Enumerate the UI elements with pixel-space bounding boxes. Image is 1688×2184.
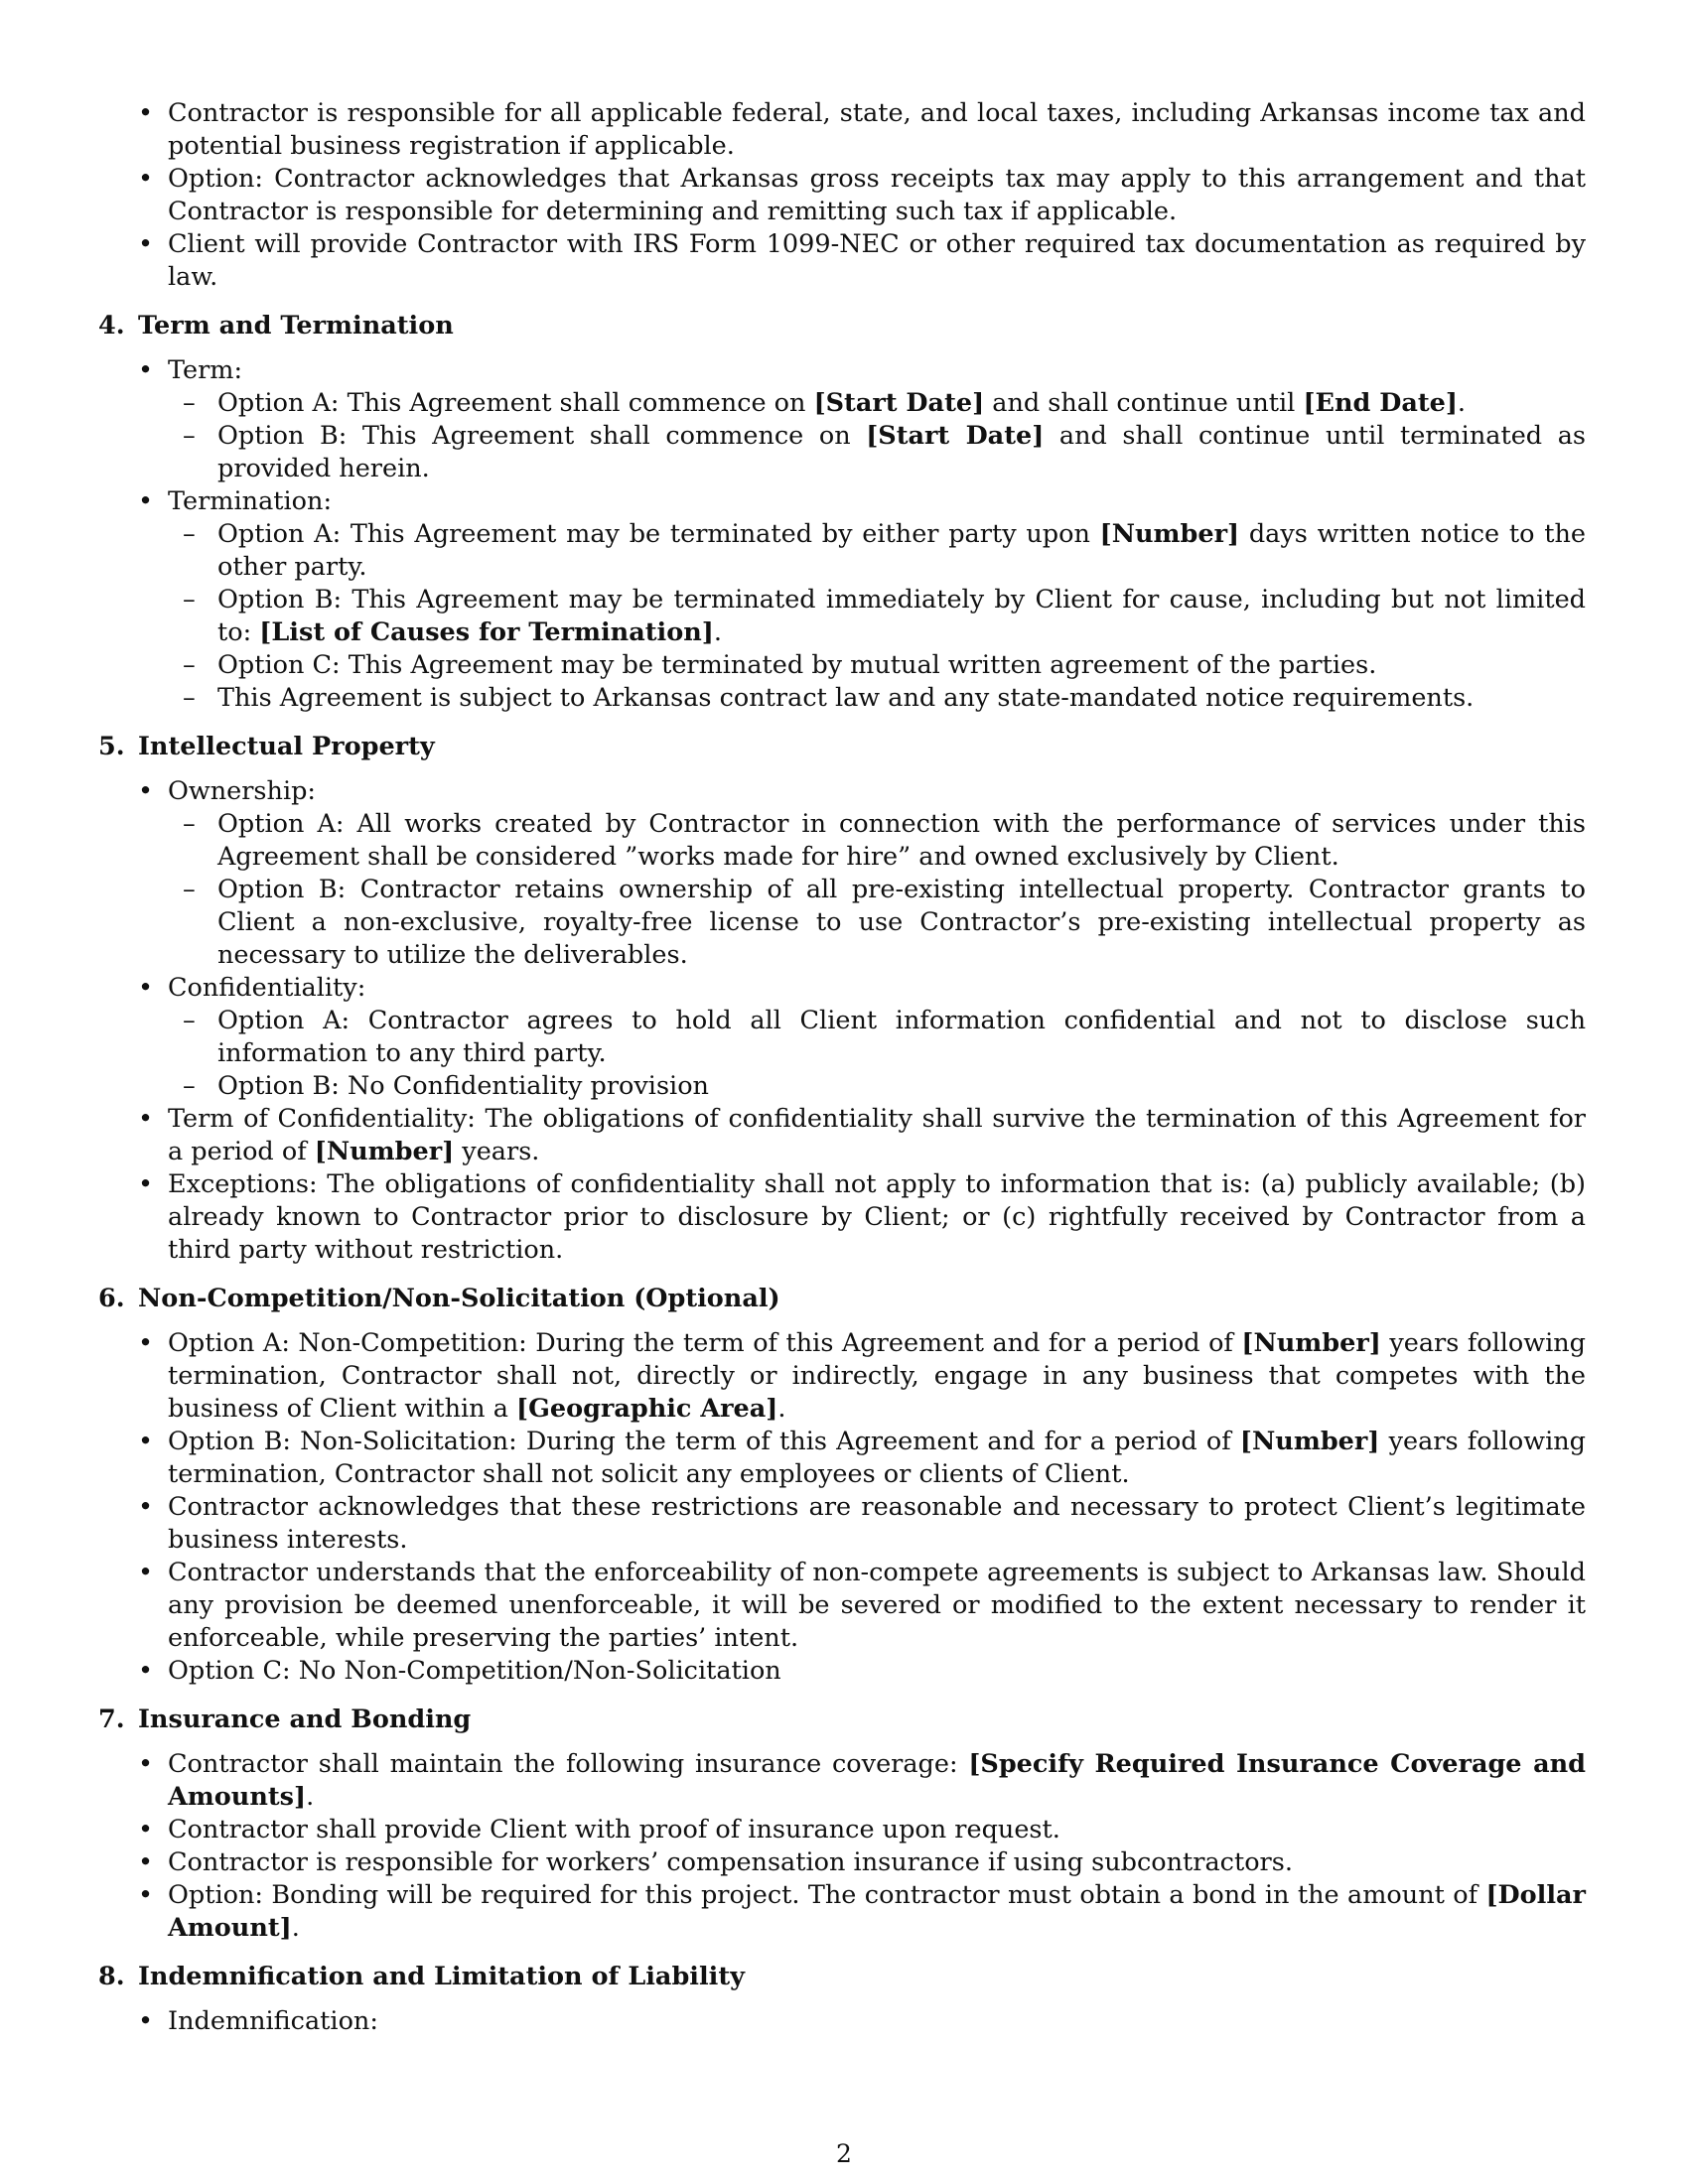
ownership-options — [168, 808, 1586, 972]
list-item: • Indemnification: — [98, 2005, 1586, 2038]
item-label: Termination: — [168, 486, 333, 516]
sub-item: – Option B: Contractor retains ownership of all pre-existing intellectual property. Contractor grants to Client a non-exclusive, royalty-free license to use Contractor’s pre-existing intellectual property as necessary to utilize the deliverables. — [158, 874, 1586, 972]
placeholder-field: [Start Date] — [866, 421, 1045, 451]
section-title: Non-Competition/Non-Solicitation (Optional) — [138, 1284, 780, 1313]
text-run: . — [306, 1782, 315, 1812]
sub-item: – Option A: All works created by Contractor in connection with the performance of services under this Agreement shall be considered ”works made for hire” and owned exclusively by Client. — [158, 808, 1586, 874]
text-run: . — [777, 1394, 786, 1424]
indemnification-list — [98, 2005, 1586, 2038]
list-item: • Contractor acknowledges that these restrictions are reasonable and necessary to protect Client’s legitimate business interests. — [98, 1491, 1586, 1557]
list-item-ownership — [98, 775, 1586, 972]
list-item-termination — [98, 485, 1586, 715]
section-number: 8. — [98, 1962, 125, 1991]
sub-item — [158, 420, 1586, 485]
list-item: • Contractor shall provide Client with proof of insurance upon request. — [98, 1814, 1586, 1846]
list-item: • Contractor is responsible for all applicable federal, state, and local taxes, including Arkansas income tax and potential business registration if applicable. — [98, 97, 1586, 163]
placeholder-field: [Number] — [314, 1137, 455, 1166]
section-heading-intellectual-property — [98, 731, 1586, 763]
placeholder-field: [Specify Required Insurance Coverage and Amounts] — [168, 1749, 1586, 1812]
placeholder-field: [Geographic Area] — [516, 1394, 778, 1424]
text-run: Option: Bonding will be required for this project. The contractor must obtain a bond in the amount of — [168, 1880, 1486, 1910]
sub-item: – Option C: This Agreement may be terminated by mutual written agreement of the parties. — [158, 649, 1586, 682]
text-run: years following termination, Contractor shall not solicit any employees or clients of Client. — [168, 1427, 1586, 1489]
placeholder-field: [End Date] — [1303, 388, 1458, 418]
list-item: • Option: Contractor acknowledges that Arkansas gross receipts tax may apply to this arrangement and that Contractor is responsible for determining and remitting such tax if applicable. — [98, 163, 1586, 228]
item-label: Term: — [168, 355, 243, 385]
sub-item: – Option A: Contractor agrees to hold all Client information confidential and not to disclose such information to any third party. — [158, 1005, 1586, 1070]
sub-item — [158, 518, 1586, 584]
section-number: 6. — [98, 1284, 125, 1313]
section-number: 7. — [98, 1705, 125, 1734]
text-run: . — [291, 1913, 300, 1943]
sub-item: – This Agreement is subject to Arkansas contract law and any state-mandated notice requirements. — [158, 682, 1586, 715]
text-run: Option B: This Agreement may be terminated immediately by Client for cause, including but not limited to: — [217, 585, 1586, 647]
text-run: Contractor shall maintain the following insurance coverage: — [168, 1749, 969, 1779]
section-title: Insurance and Bonding — [138, 1705, 472, 1734]
text-run: Option A: This Agreement may be terminated by either party upon — [217, 519, 1100, 549]
section-title: Term and Termination — [138, 311, 454, 341]
text-run: and shall continue until — [984, 388, 1304, 418]
list-item: • Contractor understands that the enforceability of non-compete agreements is subject to Arkansas law. Should any provision be deemed unenforceable, it will be severed or modified to the extent necessary to render it enforceable, while preserving the parties’ intent. — [98, 1557, 1586, 1655]
list-item: • Exceptions: The obligations of confidentiality shall not apply to information that is: (a) publicly available; (b) already known to Contractor prior to disclosure by Client; or (c) rightfully received by Contractor from a third party without restriction. — [98, 1168, 1586, 1267]
section-heading-indemnification — [98, 1961, 1586, 1993]
term-options — [168, 387, 1586, 485]
placeholder-field: [Start Date] — [813, 388, 985, 418]
text-run: Option A: This Agreement shall commence on — [217, 388, 814, 418]
insurance-list — [98, 1748, 1586, 1945]
section-number: 4. — [98, 311, 125, 341]
list-item — [98, 1327, 1586, 1426]
term-termination-list — [98, 354, 1586, 715]
text-run: years following termination, Contractor shall not, directly or indirectly, engage in any business that competes with the business of Client within a — [168, 1328, 1586, 1424]
text-run: . — [1457, 388, 1467, 418]
sub-item — [158, 584, 1586, 649]
section-heading-insurance-bonding — [98, 1704, 1586, 1736]
item-label: Ownership: — [168, 776, 317, 806]
placeholder-field: [Number] — [1241, 1328, 1381, 1358]
list-item — [98, 1426, 1586, 1491]
confidentiality-options — [168, 1005, 1586, 1103]
section-heading-non-competition — [98, 1283, 1586, 1315]
list-item-term — [98, 354, 1586, 485]
page-number: 2 — [836, 2139, 852, 2168]
ip-list — [98, 775, 1586, 1267]
list-item: • Option C: No Non-Competition/Non-Solicitation — [98, 1655, 1586, 1688]
text-run: Option A: Non-Competition: During the term of this Agreement and for a period of — [168, 1328, 1242, 1358]
termination-options — [168, 518, 1586, 715]
document-body — [98, 97, 1586, 2038]
non-compete-list — [98, 1327, 1586, 1688]
sub-item: – Option B: No Confidentiality provision — [158, 1070, 1586, 1103]
text-run: Term of Confidentiality: The obligations of confidentiality shall survive the termination of this Agreement for a period of — [168, 1104, 1586, 1166]
sub-item — [158, 387, 1586, 420]
tax-list — [98, 97, 1586, 294]
list-item — [98, 1879, 1586, 1945]
placeholder-field: [Number] — [1099, 519, 1240, 549]
list-item: • Client will provide Contractor with IRS Form 1099-NEC or other required tax documentation as required by law. — [98, 228, 1586, 294]
section-title: Indemnification and Limitation of Liability — [138, 1962, 745, 1991]
placeholder-field: [Dollar Amount] — [168, 1880, 1586, 1943]
text-run: years. — [454, 1137, 540, 1166]
item-label: Confidentiality: — [168, 973, 366, 1003]
text-run: and shall continue until terminated as provided herein. — [217, 421, 1586, 483]
placeholder-field: [List of Causes for Termination] — [259, 617, 714, 647]
list-item — [98, 1748, 1586, 1814]
text-run: Option B: Non-Solicitation: During the term of this Agreement and for a period of — [168, 1427, 1240, 1456]
section-number: 5. — [98, 732, 125, 761]
list-item: • Contractor is responsible for workers’ compensation insurance if using subcontractors. — [98, 1846, 1586, 1879]
list-item-confidentiality — [98, 972, 1586, 1103]
text-run: . — [713, 617, 722, 647]
placeholder-field: [Number] — [1239, 1427, 1380, 1456]
section-heading-term-termination — [98, 310, 1586, 342]
text-run: Option B: This Agreement shall commence on — [217, 421, 867, 451]
list-item — [98, 1103, 1586, 1168]
section-title: Intellectual Property — [138, 732, 435, 761]
text-run: days written notice to the other party. — [217, 519, 1586, 582]
